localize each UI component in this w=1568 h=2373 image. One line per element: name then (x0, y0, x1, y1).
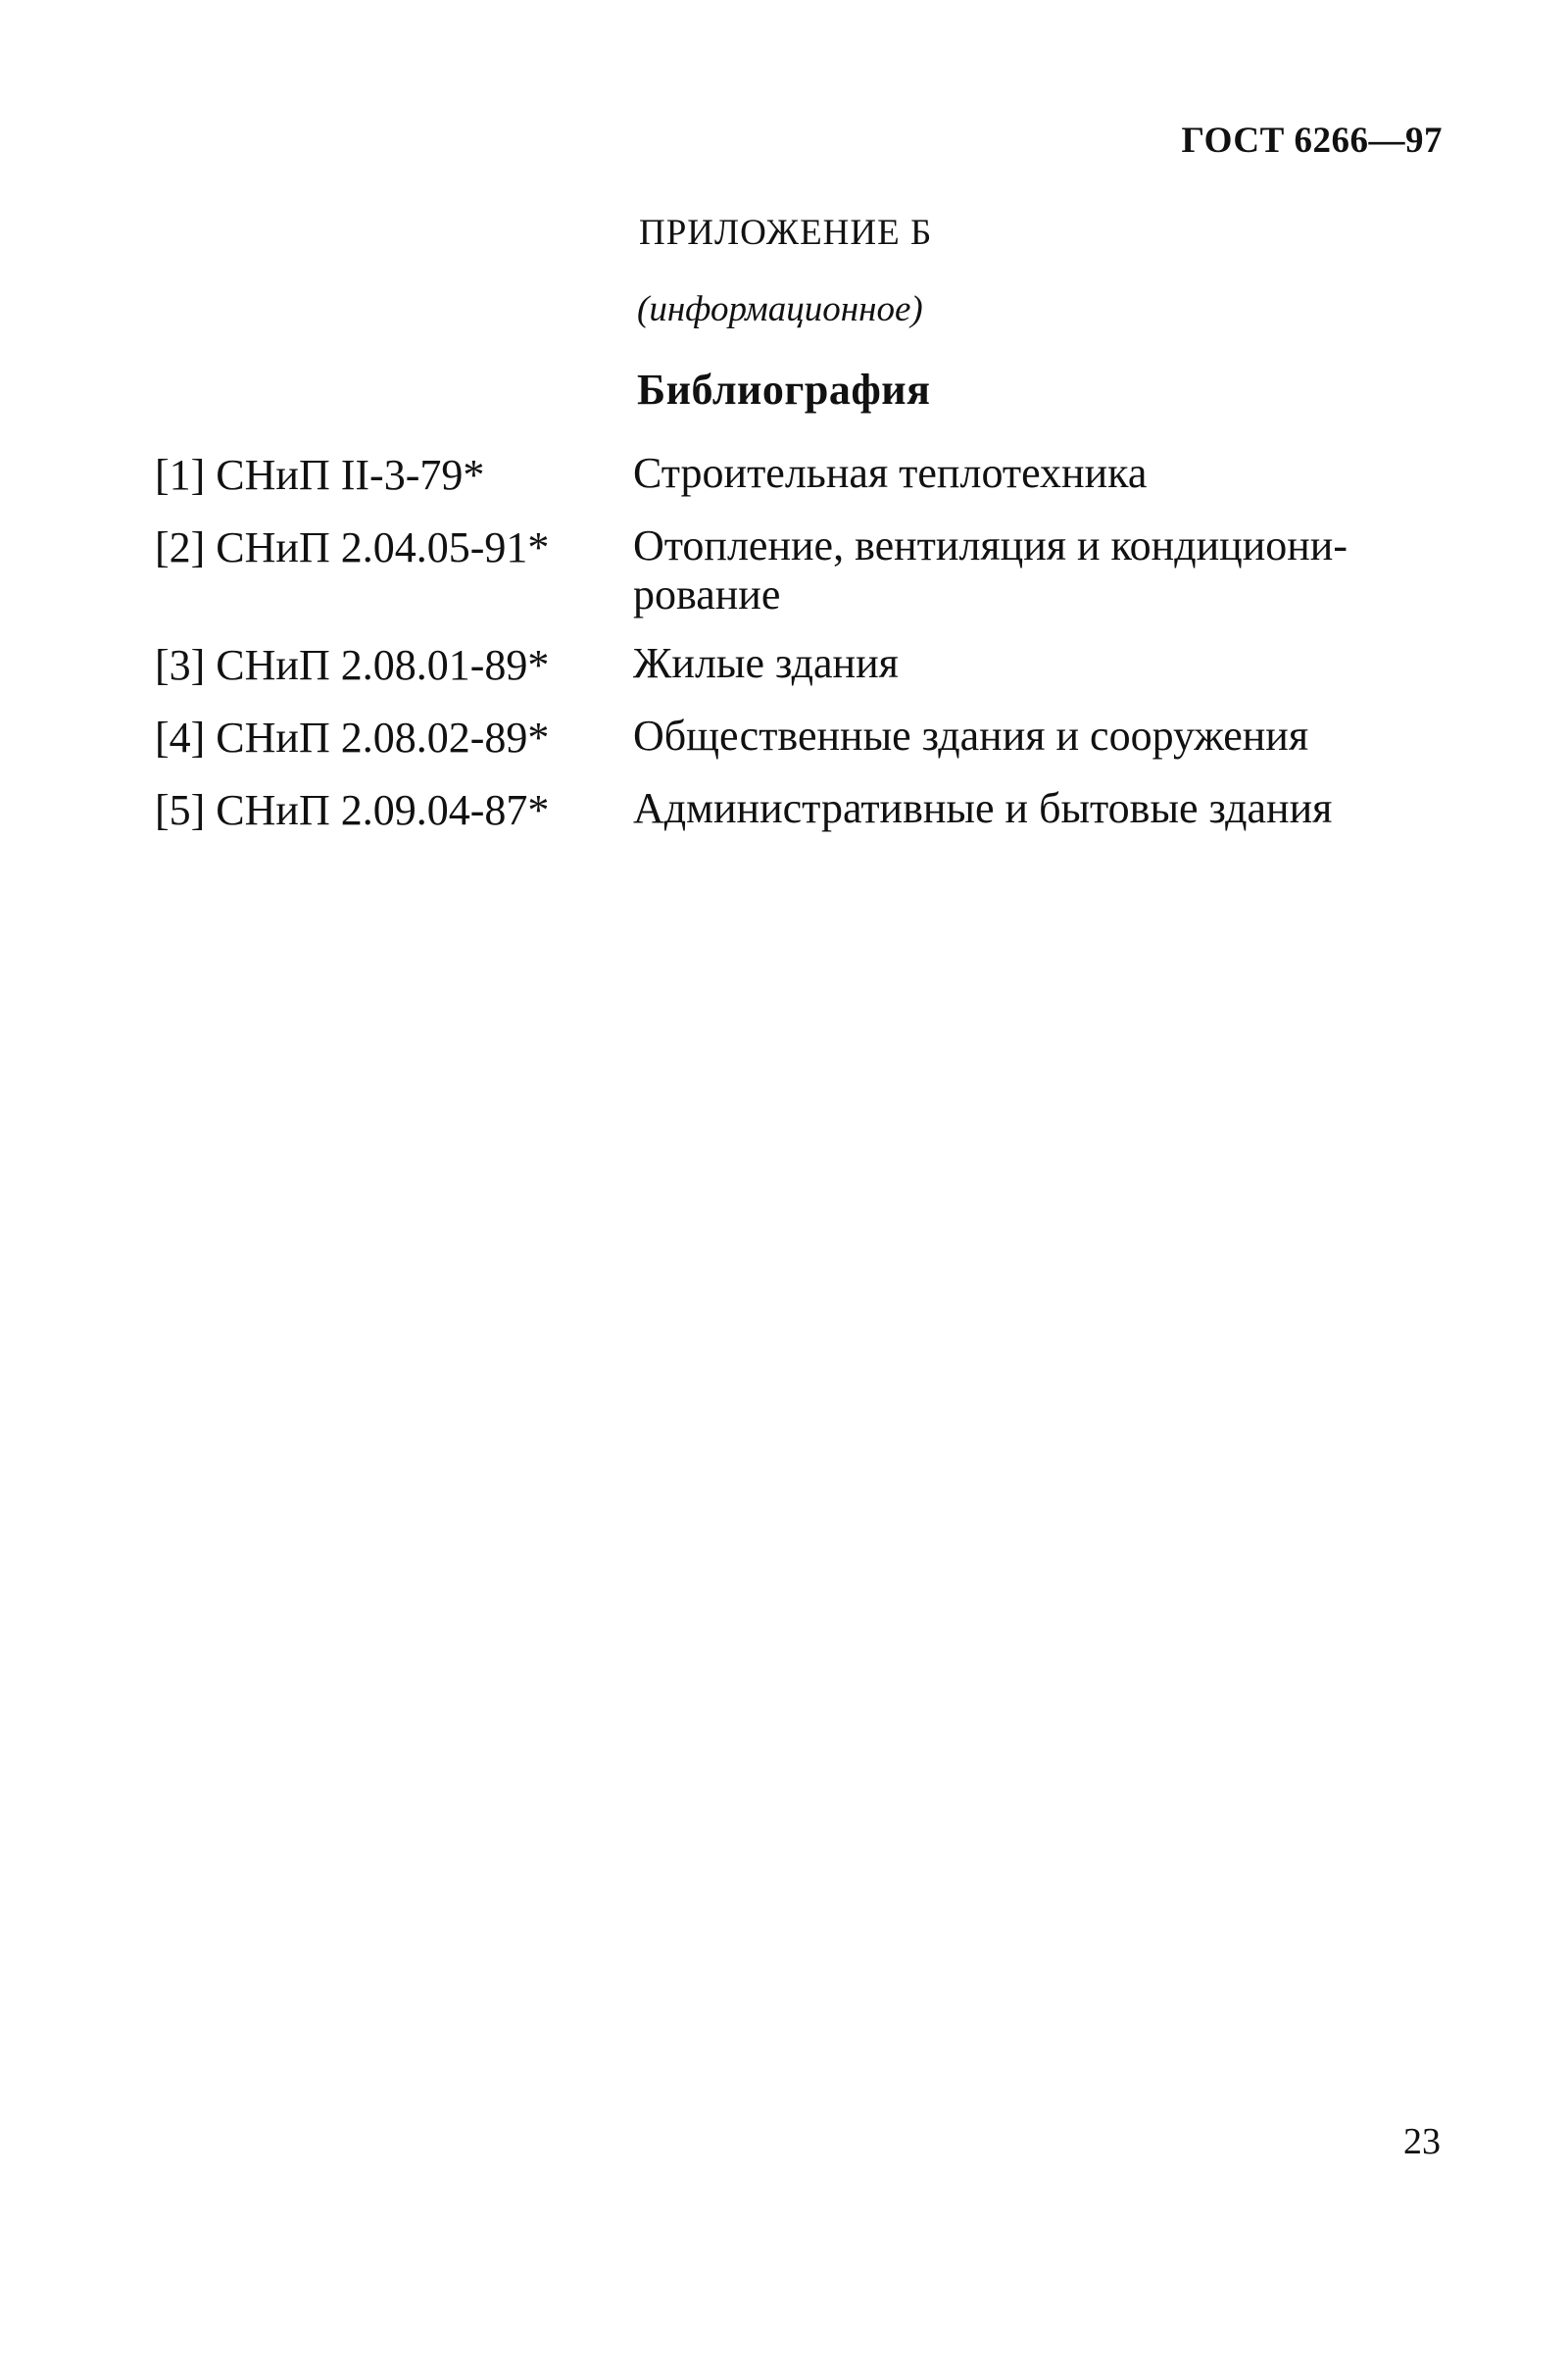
bibliography-item (155, 784, 1429, 837)
bibliography-ref: [5] СНиП 2.09.04-87* (155, 786, 550, 834)
bibliography-item (155, 521, 1429, 619)
bibliography-title: Административные и бытовые здания (633, 784, 1333, 832)
section-heading: Библиография (637, 366, 931, 414)
bibliography-title: Строительная теплотехника (633, 449, 1148, 497)
bibliography-list (155, 449, 1429, 857)
bibliography-ref: [3] СНиП 2.08.01-89* (155, 641, 550, 689)
bibliography-title: Отопление, вентиляция и кондициони-рование (633, 521, 1348, 618)
bibliography-item (155, 449, 1429, 502)
document-code: ГОСТ 6266—97 (1181, 121, 1443, 161)
bibliography-title: Общественные здания и сооружения (633, 712, 1309, 760)
annex-kind: (информационное) (637, 289, 923, 329)
bibliography-ref: [2] СНиП 2.04.05-91* (155, 523, 550, 571)
page-number: 23 (1403, 2121, 1441, 2162)
bibliography-item (155, 639, 1429, 692)
bibliography-ref: [1] СНиП II-3-79* (155, 451, 485, 499)
bibliography-item (155, 712, 1429, 765)
bibliography-title: Жилые здания (633, 639, 899, 687)
annex-title: ПРИЛОЖЕНИЕ Б (639, 213, 933, 253)
bibliography-ref: [4] СНиП 2.08.02-89* (155, 714, 550, 762)
